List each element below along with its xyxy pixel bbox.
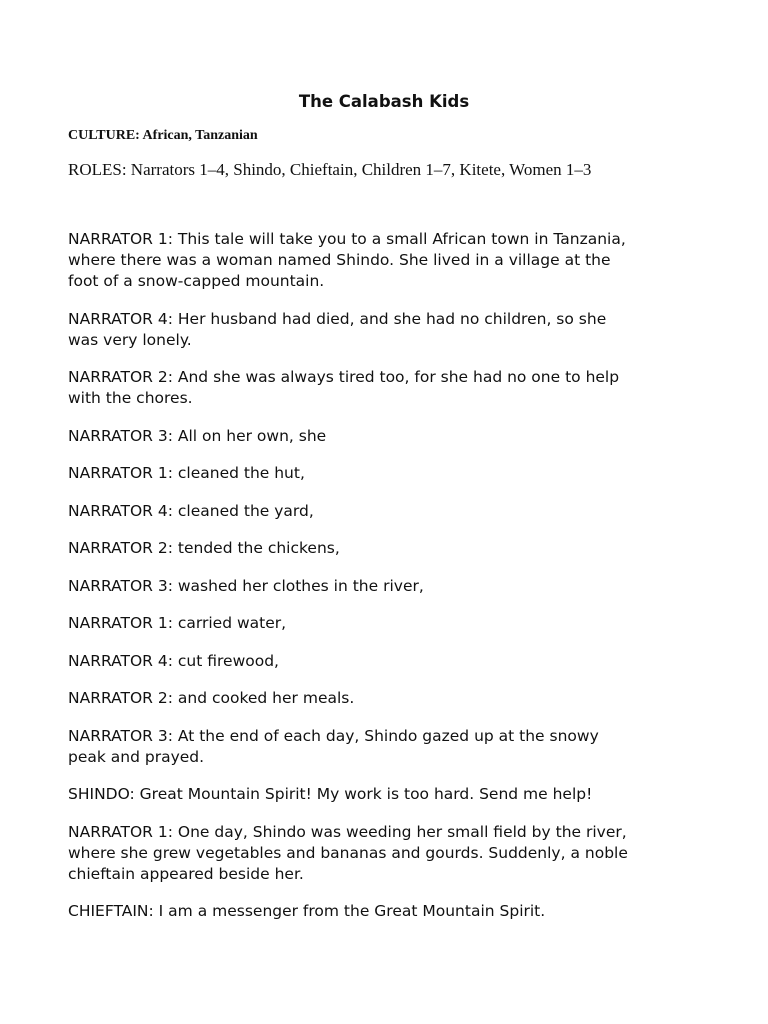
dialogue-line: NARRATOR 3: All on her own, she	[68, 426, 327, 445]
dialogue-paragraph	[68, 538, 628, 559]
dialogue-line: with the chores.	[68, 389, 193, 407]
dialogue-line: NARRATOR 2: and cooked her meals.	[68, 689, 355, 707]
dialogue-paragraph	[68, 784, 628, 805]
dialogue-paragraph	[68, 367, 628, 409]
dialogue-line: NARRATOR 2: tended the chickens,	[68, 539, 340, 557]
dialogue-line: where there was a woman named Shindo. She lived in a village at the	[68, 251, 611, 269]
dialogue-line: NARRATOR 4: cleaned the yard,	[68, 501, 314, 520]
dialogue-line: NARRATOR 4: Her husband had died, and she had no children, so she	[68, 309, 607, 328]
dialogue-paragraph	[68, 426, 628, 447]
dialogue-line: where she grew vegetables and bananas and gourds. Suddenly, a noble	[68, 843, 628, 862]
dialogue-paragraph	[68, 613, 628, 634]
dialogue-paragraph	[68, 229, 628, 292]
dialogue-paragraph	[68, 901, 628, 922]
dialogue-line: NARRATOR 1: One day, Shindo was weeding her small field by the river,	[68, 822, 627, 841]
document-title: The Calabash Kids	[298, 92, 470, 111]
dialogue-line: was very lonely.	[68, 330, 192, 349]
dialogue-line: NARRATOR 1: carried water,	[68, 614, 287, 632]
dialogue-line: peak and prayed.	[68, 747, 205, 766]
dialogue-line: CHIEFTAIN: I am a messenger from the Great Mountain Spirit.	[68, 902, 546, 920]
dialogue-line: foot of a snow-capped mountain.	[68, 272, 325, 290]
dialogue-line: NARRATOR 4: cut firewood,	[68, 651, 279, 670]
dialogue-paragraph	[68, 651, 628, 672]
dialogue-paragraph	[68, 463, 628, 484]
culture-line: CULTURE: African, Tanzanian	[68, 128, 258, 143]
dialogue-line: NARRATOR 1: cleaned the hut,	[68, 464, 305, 482]
dialogue-paragraph	[68, 309, 628, 351]
dialogue-paragraph	[68, 688, 628, 709]
dialogue-paragraph	[68, 822, 628, 885]
dialogue-line: NARRATOR 1: This tale will take you to a small African town in Tanzania,	[68, 230, 626, 248]
roles-line: ROLES: Narrators 1–4, Shindo, Chieftain, Children 1–7, Kitete, Women 1–3	[68, 160, 592, 179]
dialogue-paragraph	[68, 726, 628, 768]
dialogue-line: chieftain appeared beside her.	[68, 864, 304, 883]
dialogue-line: SHINDO: Great Mountain Spirit! My work is too hard. Send me help!	[68, 785, 593, 803]
dialogue-paragraph	[68, 501, 628, 522]
dialogue-line: NARRATOR 3: At the end of each day, Shindo gazed up at the snowy	[68, 726, 599, 745]
script-body	[68, 229, 628, 939]
dialogue-line: NARRATOR 3: washed her clothes in the river,	[68, 576, 424, 595]
dialogue-paragraph	[68, 576, 628, 597]
dialogue-line: NARRATOR 2: And she was always tired too, for she had no one to help	[68, 368, 620, 386]
